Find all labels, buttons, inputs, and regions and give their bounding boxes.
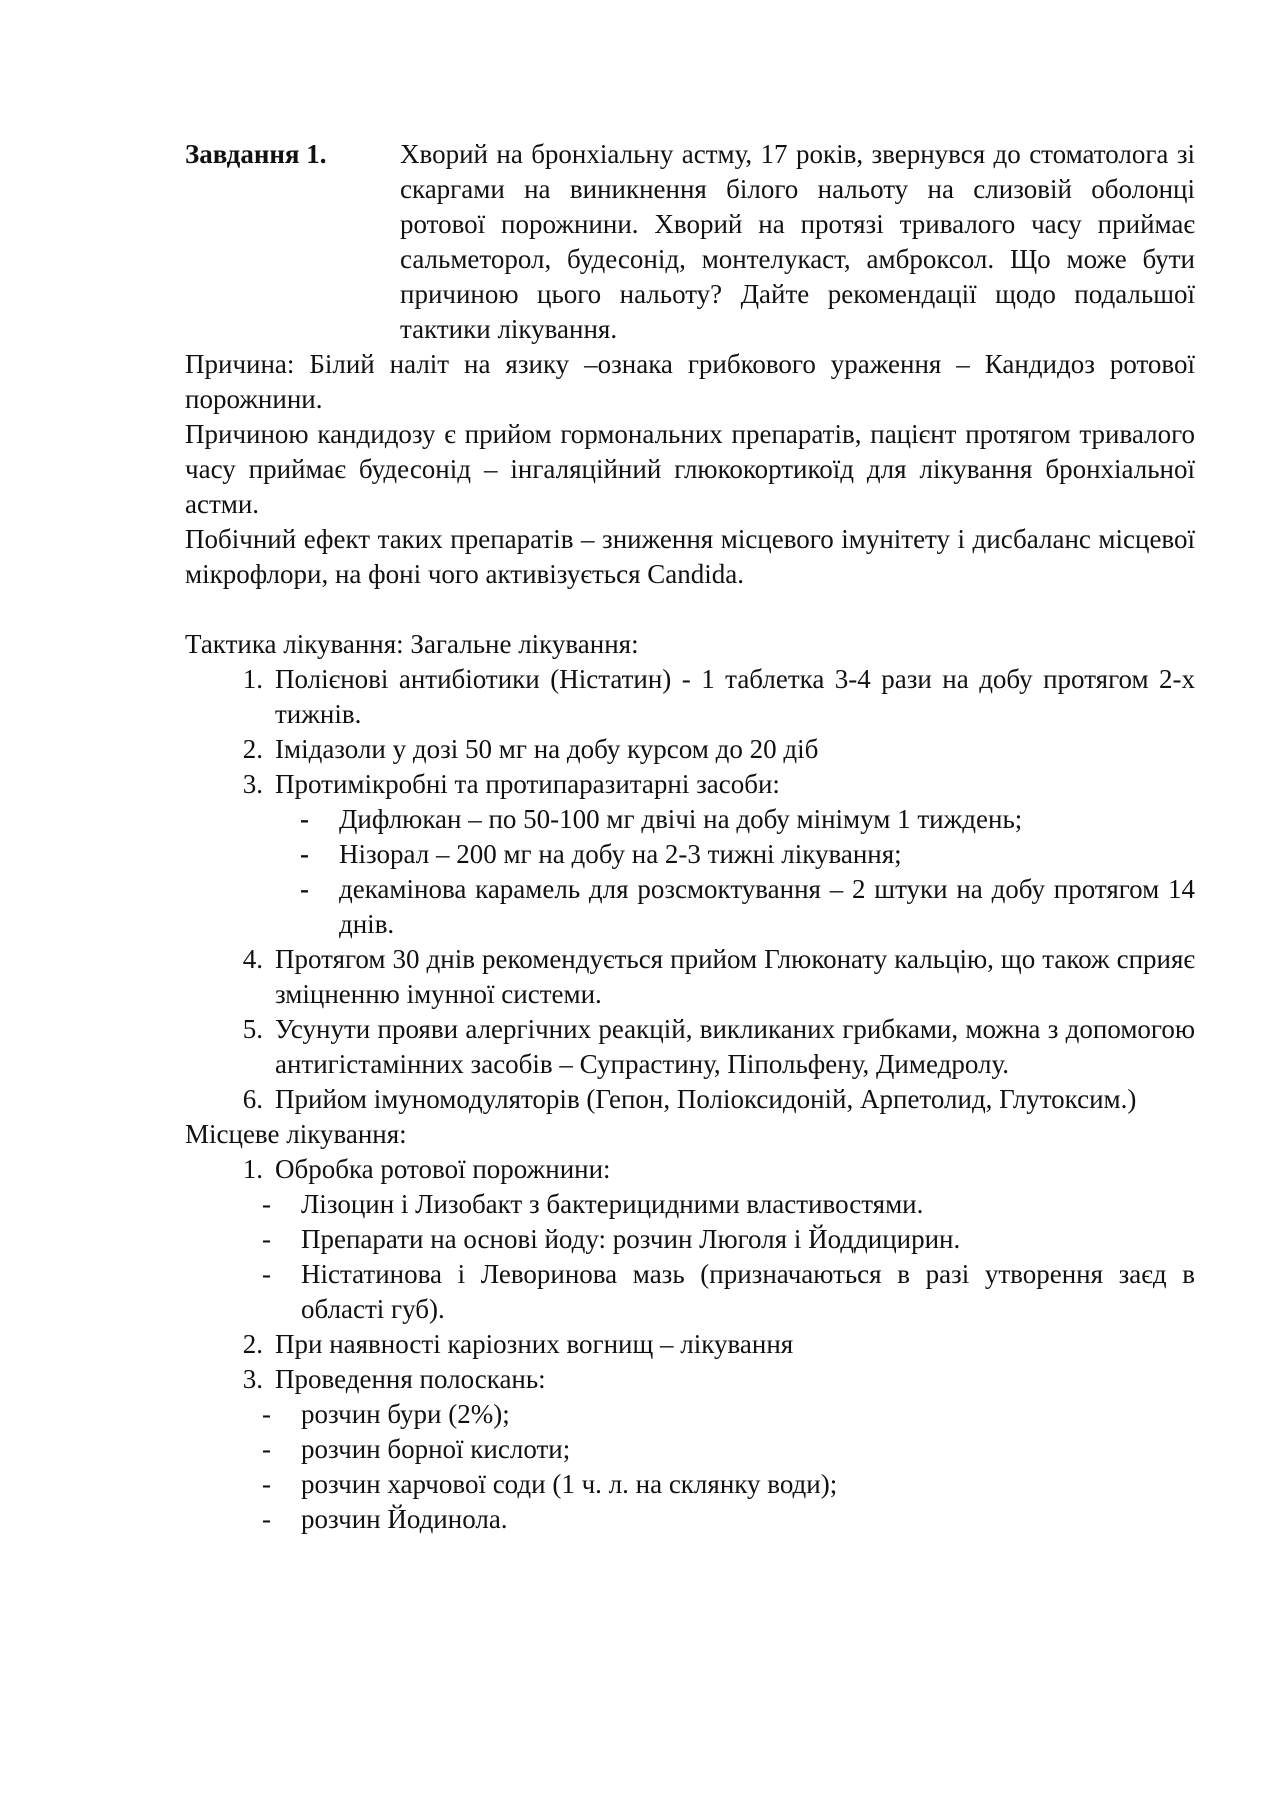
list-item-text: Полієнові антибіотики (Ністатин) - 1 таблетка 3-4 рази на добу протягом 2-х тижнів. — [275, 664, 1195, 729]
sublist-item-text: Дифлюкан – по 50-100 мг двічі на добу мінімум 1 тиждень; — [339, 804, 1023, 834]
local-treatment-list — [185, 1152, 1195, 1187]
list-number: 3. — [242, 1364, 263, 1394]
sublist-item — [185, 1257, 1195, 1327]
list-number: 2. — [242, 734, 263, 764]
oral-care-sublist — [185, 1187, 1195, 1327]
local-treatment-heading: Місцеве лікування: — [185, 1119, 407, 1149]
dash-marker: - — [262, 1399, 271, 1429]
sublist-item-text: розчин харчової соди (1 ч. л. на склянку води); — [301, 1469, 838, 1499]
sublist-item — [185, 1502, 1195, 1537]
dash-marker: - — [300, 804, 309, 834]
dash-marker: - — [262, 1224, 271, 1254]
sublist-item — [185, 1187, 1195, 1222]
sublist-item — [185, 872, 1195, 942]
cause-paragraph: Причина: Білий наліт на язику –ознака грибкового ураження – Кандидоз ротової порожнини. — [185, 349, 1195, 414]
list-number: 1. — [242, 664, 263, 694]
task-block — [185, 137, 1195, 347]
general-treatment-list — [185, 662, 1195, 802]
dash-marker: - — [262, 1189, 271, 1219]
list-number: 6. — [242, 1084, 263, 1114]
task-text: Хворий на бронхіальну астму, 17 років, звернувся до стоматолога зі скаргами на виникнення білого нальоту на слизовій оболонці ротової порожнини. Хворий на протязі тривалого часу приймає сальметорол, будесонід, монтелукаст, амброксол. Що може бути причиною цього нальоту? Дайте рекомендації щодо подальшої тактики лікування. — [400, 139, 1195, 344]
list-number: 5. — [242, 1014, 263, 1044]
sublist-item-text: Лізоцин і Лизобакт з бактерицидними властивостями. — [301, 1189, 924, 1219]
sublist-item — [185, 1432, 1195, 1467]
list-number: 4. — [242, 944, 263, 974]
reason-paragraph: Причиною кандидозу є прийом гормональних препаратів, пацієнт протягом тривалого часу приймає будесонід – інгаляційний глюкокортикоїд для лікування бронхіальної астми. — [185, 419, 1195, 519]
list-item — [185, 1362, 1195, 1397]
dash-marker: - — [300, 839, 309, 869]
list-item — [185, 732, 1195, 767]
list-item — [185, 1082, 1195, 1117]
list-item-text: Прийом імуномодуляторів (Гепон, Поліоксидоній, Арпетолид, Глутоксим.) — [275, 1084, 1137, 1114]
dash-marker: - — [262, 1434, 271, 1464]
list-item — [185, 767, 1195, 802]
dash-marker: - — [262, 1259, 271, 1289]
task-label: Завдання 1. — [185, 139, 327, 169]
list-item-text: При наявності каріозних вогнищ – лікування — [275, 1329, 794, 1359]
list-item-text: Протягом 30 днів рекомендується прийом Глюконату кальцію, що також сприяє зміцненню імунної системи. — [275, 944, 1195, 1009]
dash-marker: - — [262, 1504, 271, 1534]
list-item — [185, 942, 1195, 1012]
dash-marker: - — [300, 874, 309, 904]
list-item-text: Обробка ротової порожнини: — [275, 1154, 611, 1184]
side-effect-paragraph: Побічний ефект таких препаратів – зниження місцевого імунітету і дисбаланс місцевої мікрофлори, на фоні чого активізується Candida. — [185, 524, 1195, 589]
sublist-item — [185, 802, 1195, 837]
list-item-text: Усунути прояви алергічних реакцій, викликаних грибками, можна з допомогою антигістамінних засобів – Супрастину, Піпольфену, Димедролу. — [275, 1014, 1195, 1079]
sublist-item-text: розчин Йодинола. — [301, 1504, 508, 1534]
sublist-item — [185, 1467, 1195, 1502]
document-page — [185, 137, 1195, 1537]
list-number: 2. — [242, 1329, 263, 1359]
list-number: 3. — [242, 769, 263, 799]
list-item — [185, 1327, 1195, 1362]
list-item-text: Проведення полоскань: — [275, 1364, 546, 1394]
blank-line — [185, 592, 1195, 627]
general-treatment-heading: Тактика лікування: Загальне лікування: — [185, 629, 639, 659]
list-number: 1. — [242, 1154, 263, 1184]
antimicrobial-sublist — [185, 802, 1195, 942]
dash-marker: - — [262, 1469, 271, 1499]
sublist-item-text: розчин борної кислоти; — [301, 1434, 571, 1464]
sublist-item-text: Ністатинова і Леворинова мазь (призначаються в разі утворення заєд в області губ). — [301, 1259, 1195, 1324]
list-item — [185, 1152, 1195, 1187]
sublist-item-text: декамінова карамель для розсмоктування – 2 штуки на добу протягом 14 днів. — [339, 874, 1195, 939]
sublist-item — [185, 1222, 1195, 1257]
list-item-text: Протимікробні та протипаразитарні засоби: — [275, 769, 780, 799]
general-treatment-list-continued — [185, 942, 1195, 1117]
list-item-text: Імідазоли у дозі 50 мг на добу курсом до 20 діб — [275, 734, 819, 764]
list-item — [185, 662, 1195, 732]
sublist-item-text: розчин бури (2%); — [301, 1399, 510, 1429]
sublist-item — [185, 1397, 1195, 1432]
rinse-sublist — [185, 1397, 1195, 1537]
sublist-item — [185, 837, 1195, 872]
sublist-item-text: Нізорал – 200 мг на добу на 2-3 тижні лікування; — [339, 839, 902, 869]
local-treatment-list-continued — [185, 1327, 1195, 1397]
sublist-item-text: Препарати на основі йоду: розчин Люголя і Йоддицирин. — [301, 1224, 961, 1254]
list-item — [185, 1012, 1195, 1082]
